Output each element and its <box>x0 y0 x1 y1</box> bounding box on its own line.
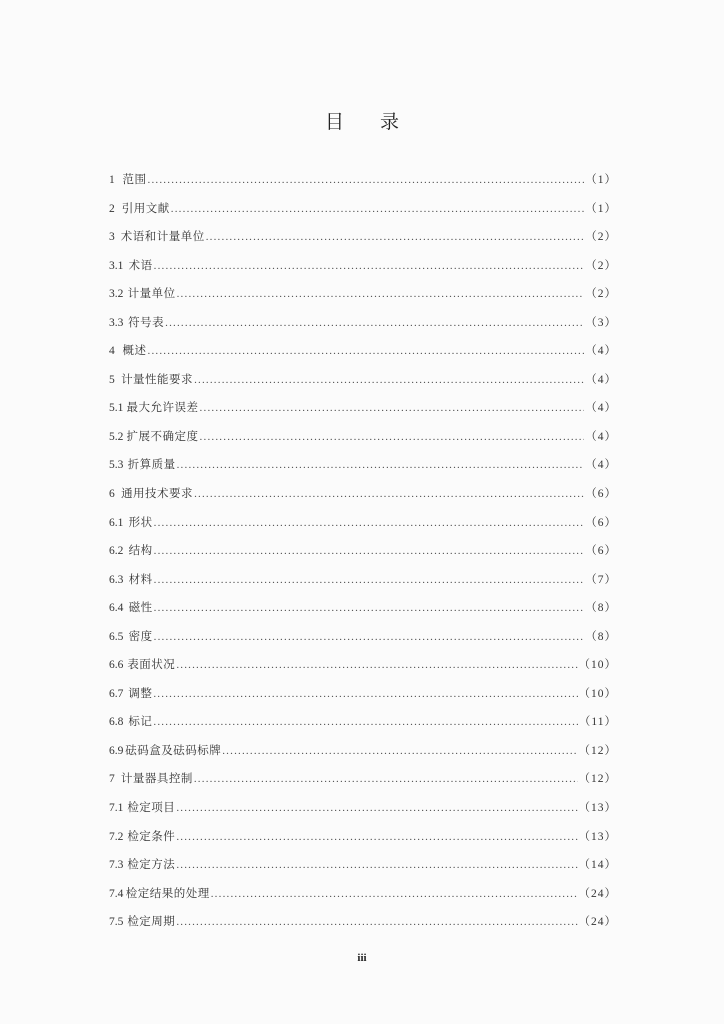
toc-entry-label: 范围 <box>122 172 147 186</box>
toc-entry-label: 检定结果的处理 <box>125 885 210 900</box>
toc-dot-leader <box>154 598 585 618</box>
toc-entry-page: （4） <box>585 402 617 415</box>
toc-entry[interactable] <box>109 854 617 883</box>
toc-entry-number: 5.2 <box>109 430 124 443</box>
toc-dot-leader <box>194 769 578 789</box>
toc-dot-leader <box>153 684 577 704</box>
toc-entry[interactable] <box>109 369 617 398</box>
toc-dot-leader <box>206 227 585 247</box>
toc-entry-number: 7.1 <box>109 802 124 815</box>
toc-entry-page: （10） <box>578 659 617 672</box>
toc-dot-leader <box>171 199 584 219</box>
toc-entry[interactable] <box>109 255 617 284</box>
toc-entry-number: 7 <box>109 773 115 786</box>
toc-entry-label: 形状 <box>128 514 153 529</box>
toc-entry-label: 术语 <box>128 257 153 272</box>
toc-dot-leader <box>176 827 577 847</box>
toc-entry-page: （1） <box>585 174 617 186</box>
title-char-right: 录 <box>380 110 400 133</box>
toc-dot-leader <box>177 284 585 304</box>
toc-entry-number: 7.2 <box>109 830 124 843</box>
toc-entry-number: 1 <box>109 174 115 186</box>
toc-entry-page: （13） <box>578 802 617 815</box>
toc-dot-leader <box>148 170 585 190</box>
toc-entry-number: 6.9 <box>109 744 124 757</box>
toc-entry-label: 材料 <box>128 571 153 586</box>
toc-entry[interactable] <box>109 654 617 683</box>
toc-entry-page: （1） <box>585 202 617 215</box>
toc-entry-label: 磁性 <box>128 600 153 615</box>
toc-entry[interactable] <box>109 454 617 483</box>
toc-entry-label: 结构 <box>128 543 153 558</box>
toc-entry[interactable] <box>109 797 617 826</box>
toc-entry[interactable] <box>109 626 617 655</box>
toc-dot-leader <box>222 741 577 761</box>
toc-entry-number: 6.5 <box>109 630 124 643</box>
toc-dot-leader <box>200 398 585 418</box>
toc-dot-leader <box>211 884 578 904</box>
toc-entry[interactable] <box>109 768 617 797</box>
toc-entry[interactable] <box>109 826 617 855</box>
toc-entry-page: （3） <box>585 316 617 329</box>
table-of-contents <box>109 169 617 940</box>
toc-entry[interactable] <box>109 911 617 940</box>
toc-entry[interactable] <box>109 597 617 626</box>
toc-entry[interactable] <box>109 883 617 912</box>
toc-entry[interactable] <box>109 169 617 198</box>
toc-entry-label: 检定方法 <box>127 857 176 872</box>
toc-entry-number: 5.1 <box>109 402 124 415</box>
toc-entry[interactable] <box>109 740 617 769</box>
toc-entry[interactable] <box>109 226 617 255</box>
toc-entry-page: （7） <box>585 573 617 586</box>
toc-dot-leader <box>148 341 585 361</box>
toc-entry-number: 5 <box>109 373 115 386</box>
toc-entry[interactable] <box>109 312 617 341</box>
toc-entry-page: （4） <box>585 373 617 386</box>
toc-entry[interactable] <box>109 540 617 569</box>
toc-entry-page: （8） <box>585 630 617 643</box>
toc-entry-number: 4 <box>109 345 115 358</box>
toc-entry[interactable] <box>109 711 617 740</box>
toc-entry-number: 3.3 <box>109 316 124 329</box>
toc-entry-number: 3 <box>109 231 115 244</box>
toc-entry-page: （11） <box>578 716 617 729</box>
toc-dot-leader <box>154 513 585 533</box>
toc-entry-label: 符号表 <box>128 314 165 329</box>
toc-entry[interactable] <box>109 426 617 455</box>
toc-entry-number: 6.8 <box>109 716 124 729</box>
toc-entry-page: （12） <box>578 744 617 757</box>
toc-entry[interactable] <box>109 683 617 712</box>
toc-entry-number: 5.3 <box>109 459 124 472</box>
toc-entry-page: （6） <box>585 488 617 501</box>
toc-entry-number: 6 <box>109 488 115 501</box>
toc-entry-number: 6.7 <box>109 687 124 700</box>
toc-dot-leader <box>176 798 577 818</box>
toc-entry[interactable] <box>109 483 617 512</box>
toc-entry[interactable] <box>109 283 617 312</box>
toc-entry-page: （13） <box>578 830 617 843</box>
toc-entry-number: 2 <box>109 202 115 215</box>
toc-entry-label: 调整 <box>128 685 153 700</box>
toc-entry-label: 表面状况 <box>127 657 176 672</box>
toc-entry-number: 6.6 <box>109 659 124 672</box>
toc-dot-leader <box>154 627 585 647</box>
toc-entry-page: （2） <box>585 231 617 244</box>
toc-entry-page: （24） <box>578 916 617 929</box>
toc-entry-label: 标记 <box>128 714 153 729</box>
toc-dot-leader <box>154 541 585 561</box>
toc-entry-page: （2） <box>585 259 617 272</box>
toc-entry-label: 计量性能要求 <box>121 371 194 386</box>
toc-entry-page: （4） <box>585 345 617 358</box>
toc-entry-label: 通用技术要求 <box>121 486 194 501</box>
toc-entry-page: （6） <box>585 545 617 558</box>
toc-entry-number: 3.1 <box>109 259 124 272</box>
toc-entry-label: 扩展不确定度 <box>126 428 199 443</box>
toc-entry[interactable] <box>109 512 617 541</box>
toc-entry-page: （10） <box>578 687 617 700</box>
toc-dot-leader <box>176 855 577 875</box>
toc-dot-leader <box>200 427 585 447</box>
toc-entry-number: 3.2 <box>109 288 124 301</box>
toc-entry-label: 术语和计量单位 <box>120 229 205 244</box>
toc-entry-label: 折算质量 <box>127 457 176 472</box>
title-char-left: 目 <box>324 110 344 133</box>
page-number: iii <box>357 952 367 964</box>
toc-dot-leader <box>176 655 577 675</box>
toc-entry-label: 检定条件 <box>127 828 176 843</box>
toc-entry-number: 7.5 <box>109 916 124 929</box>
toc-entry-number: 6.2 <box>109 545 124 558</box>
toc-entry-page: （14） <box>578 859 617 872</box>
toc-dot-leader <box>194 370 584 390</box>
toc-entry-number: 6.4 <box>109 602 124 615</box>
toc-entry-page: （12） <box>578 773 617 786</box>
toc-entry-number: 6.1 <box>109 516 124 529</box>
toc-entry-number: 7.3 <box>109 859 124 872</box>
toc-dot-leader <box>177 455 585 475</box>
toc-entry-label: 检定项目 <box>127 800 176 815</box>
toc-entry-label: 砝码盒及砝码标牌 <box>125 742 222 757</box>
toc-entry-label: 最大允许误差 <box>126 400 199 415</box>
toc-entry-page: （8） <box>585 602 617 615</box>
toc-dot-leader <box>154 256 585 276</box>
toc-entry-number: 6.3 <box>109 573 124 586</box>
toc-entry[interactable] <box>109 569 617 598</box>
toc-entry-label: 计量单位 <box>127 286 176 301</box>
toc-dot-leader <box>176 912 577 932</box>
toc-dot-leader <box>154 570 585 590</box>
toc-entry-page: （6） <box>585 516 617 529</box>
toc-entry-page: （24） <box>578 887 617 900</box>
toc-entry[interactable] <box>109 397 617 426</box>
toc-entry-label: 引用文献 <box>121 200 170 215</box>
toc-entry-page: （4） <box>585 459 617 472</box>
toc-entry-label: 概述 <box>122 343 147 358</box>
toc-entry-label: 密度 <box>128 628 153 643</box>
toc-entry-number: 7.4 <box>109 887 124 900</box>
toc-entry[interactable] <box>109 198 617 227</box>
toc-dot-leader <box>153 712 578 732</box>
toc-entry-page: （4） <box>585 430 617 443</box>
toc-dot-leader <box>194 484 584 504</box>
page-title <box>0 107 724 134</box>
toc-entry-page: （2） <box>585 288 617 301</box>
toc-dot-leader <box>165 313 584 333</box>
toc-entry-label: 检定周期 <box>127 914 176 929</box>
toc-entry[interactable] <box>109 340 617 369</box>
toc-entry-label: 计量器具控制 <box>120 771 193 786</box>
